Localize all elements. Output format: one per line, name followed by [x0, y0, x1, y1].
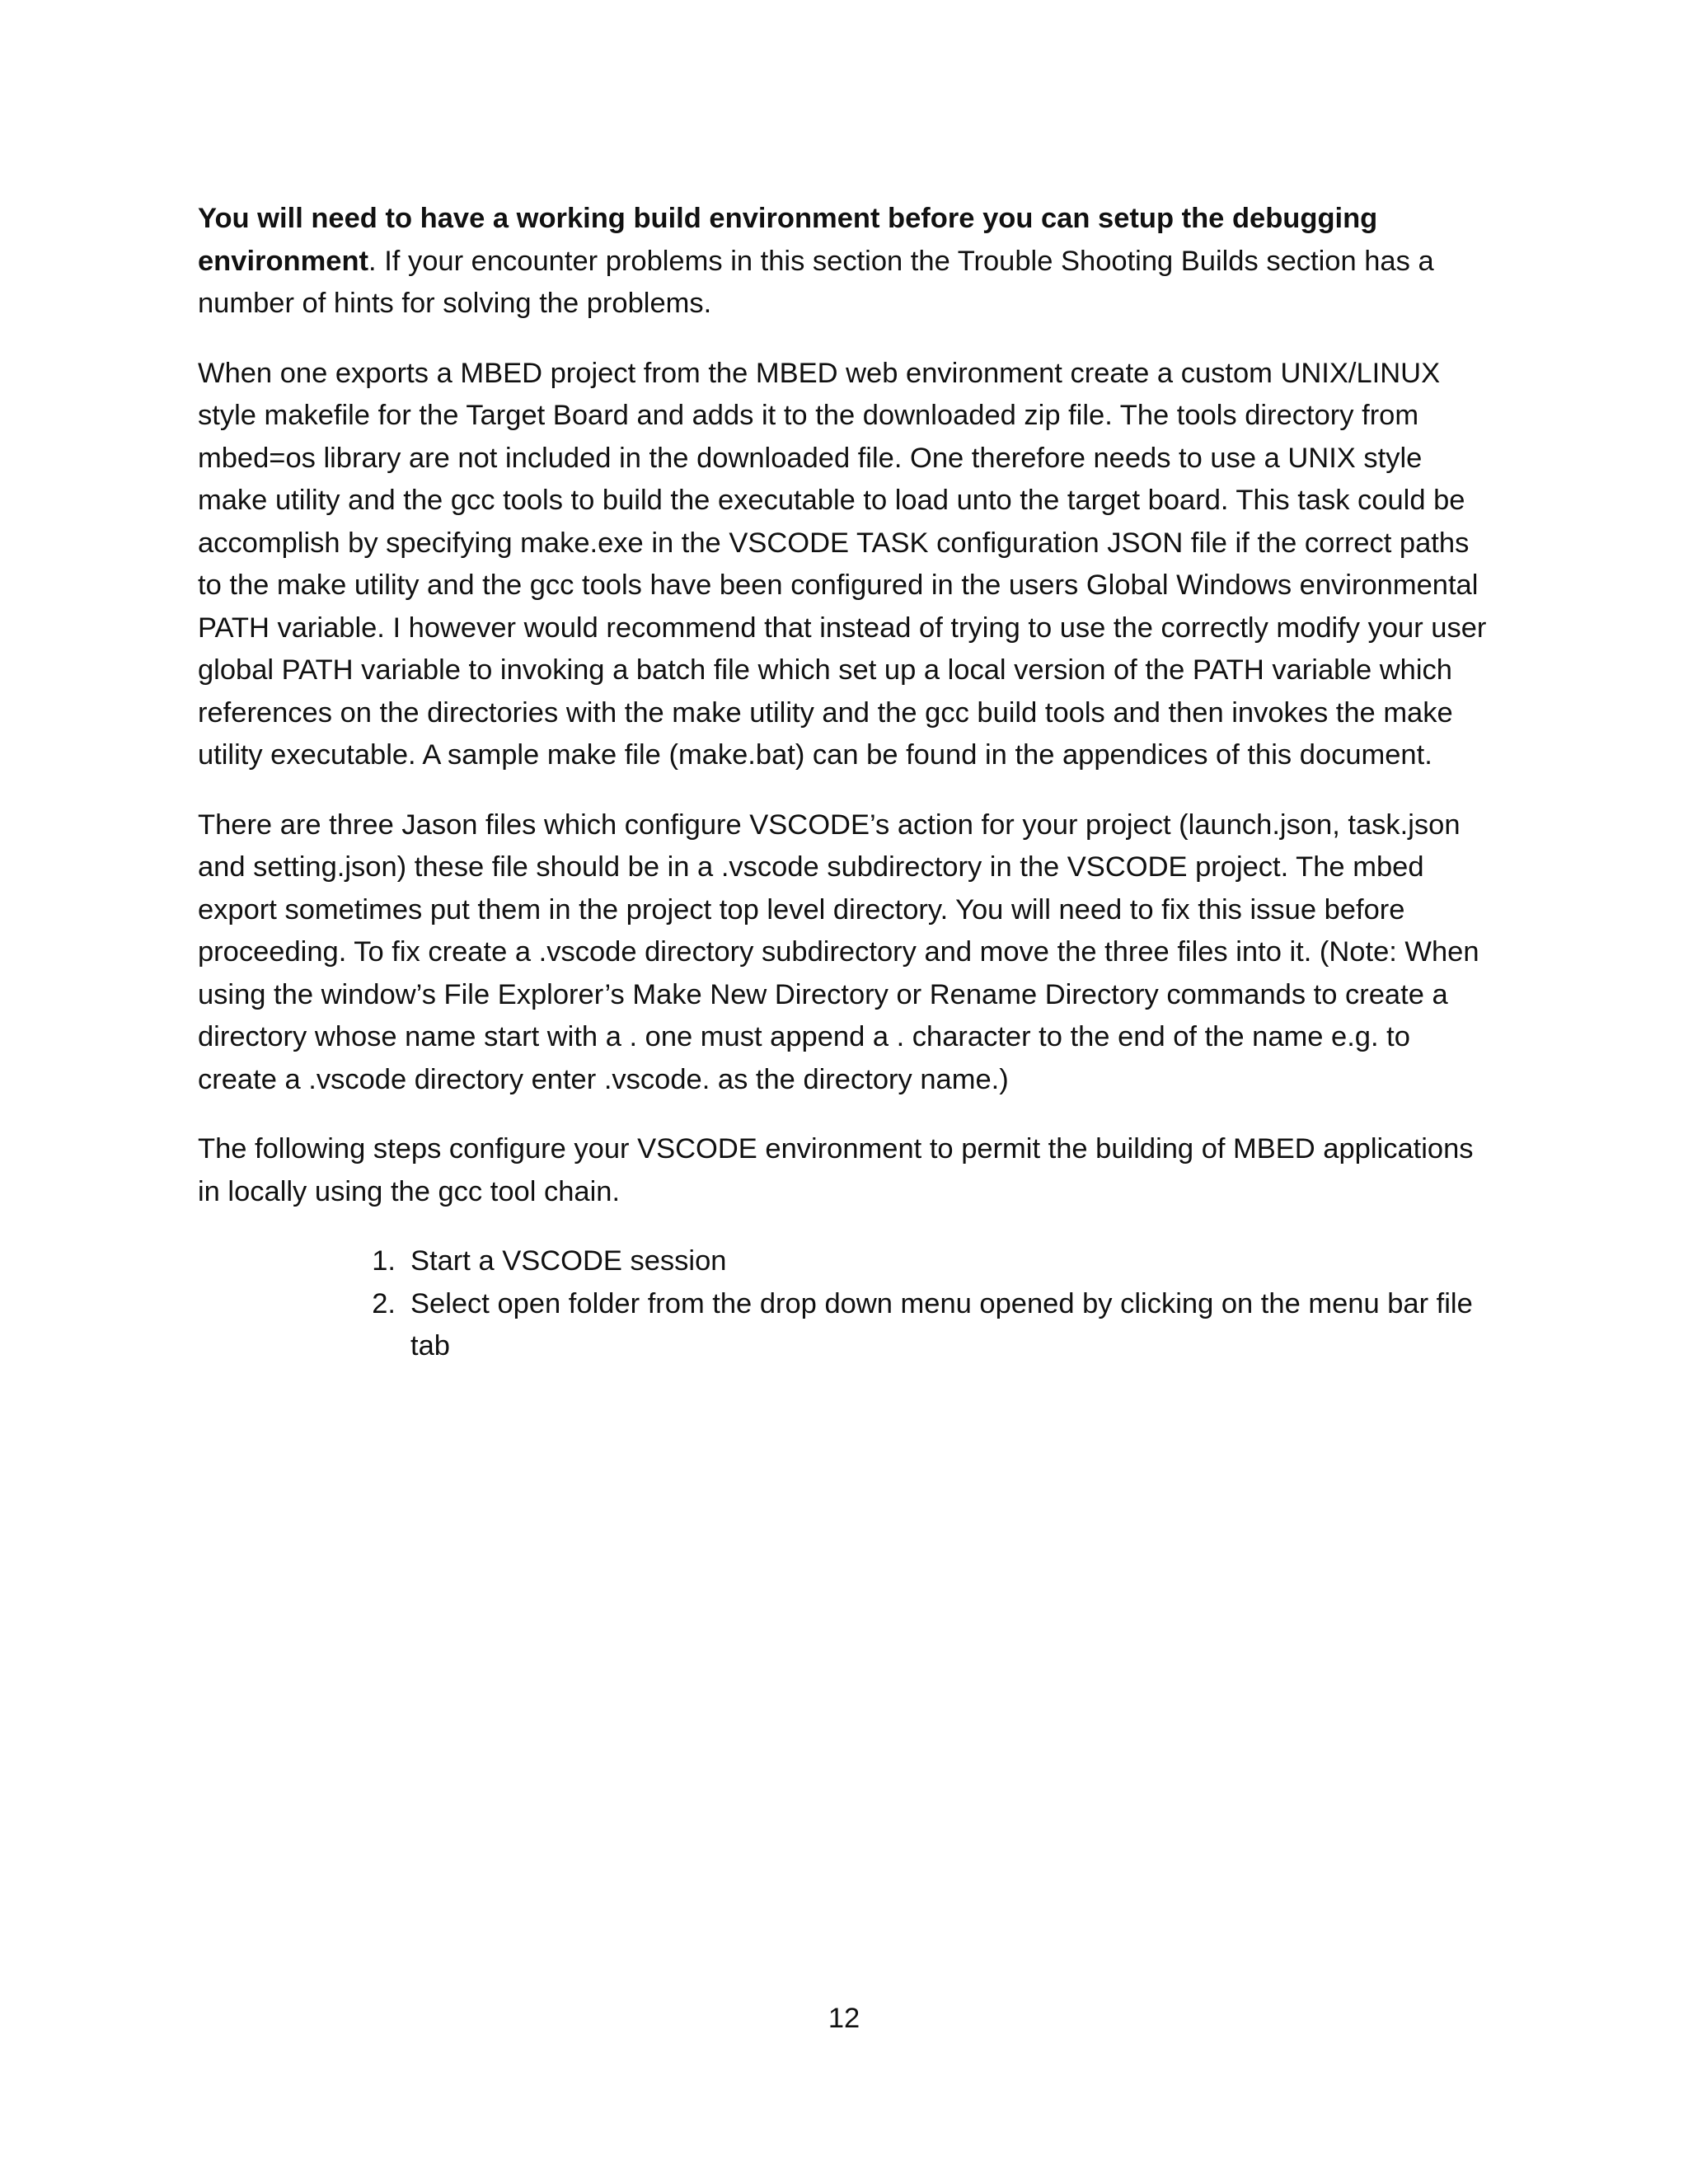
paragraph-rest: If your encounter problems in this section the Trouble Shooting Builds section has a number of hints for solving the problems.	[198, 245, 1434, 319]
steps-list	[198, 1240, 1492, 1368]
paragraph-bold-suffix: .	[368, 245, 377, 277]
paragraph-steps-intro: The following steps configure your VSCODE environment to permit the building of MBED applications in locally using the gcc tool chain.	[198, 1133, 1474, 1207]
step-number: 2.	[372, 1287, 396, 1319]
step-text: Select open folder from the drop down menu opened by clicking on the menu bar file tab	[410, 1287, 1473, 1361]
page-number: 12	[828, 2003, 860, 2034]
paragraph-bold-lead: You will need to have a working build environment before you can setup the debugging environment	[198, 203, 1378, 277]
paragraph-mbed-export: When one exports a MBED project from the MBED web environment create a custom UNIX/LINUX style makefile for the Target Board and adds it to the downloaded zip file. The tools directory from mbed=os library are not included in the downloaded file. One therefore needs to use a UNIX style make utility and the gcc tools to build the executable to load unto the target board. This task could be accomplish by specifying make.exe in the VSCODE TASK configuration JSON file if the correct paths to the make utility and the gcc tools have been configured in the users Global Windows environmental PATH variable. I however would recommend that instead of trying to use the correctly modify your user global PATH variable to invoking a batch file which set up a local version of the PATH variable which references on the directories with the make utility and the gcc build tools and then invokes the make utility executable. A sample make file (make.bat) can be found in the appendices of this document.	[198, 357, 1487, 771]
paragraph-json-files: There are three Jason files which configure VSCODE’s action for your project (launch.json, task.json and setting.json) these file should be in a .vscode subdirectory in the VSCODE project. The mbed export sometimes put them in the project top level directory. You will need to fix this issue before proceeding. To fix create a .vscode directory subdirectory and move the three files into it. (Note: When using the window’s File Explorer’s Make New Directory or Rename Directory commands to create a directory whose name start with a . one must append a . character to the end of the name e.g. to create a .vscode directory enter .vscode. as the directory name.)	[198, 808, 1479, 1095]
step-text: Start a VSCODE session	[410, 1245, 727, 1277]
list-item	[345, 1240, 1492, 1283]
list-item	[345, 1283, 1492, 1368]
document-body	[198, 198, 1492, 1368]
paragraph-build-environment	[198, 198, 1492, 326]
step-number: 1.	[372, 1245, 396, 1277]
